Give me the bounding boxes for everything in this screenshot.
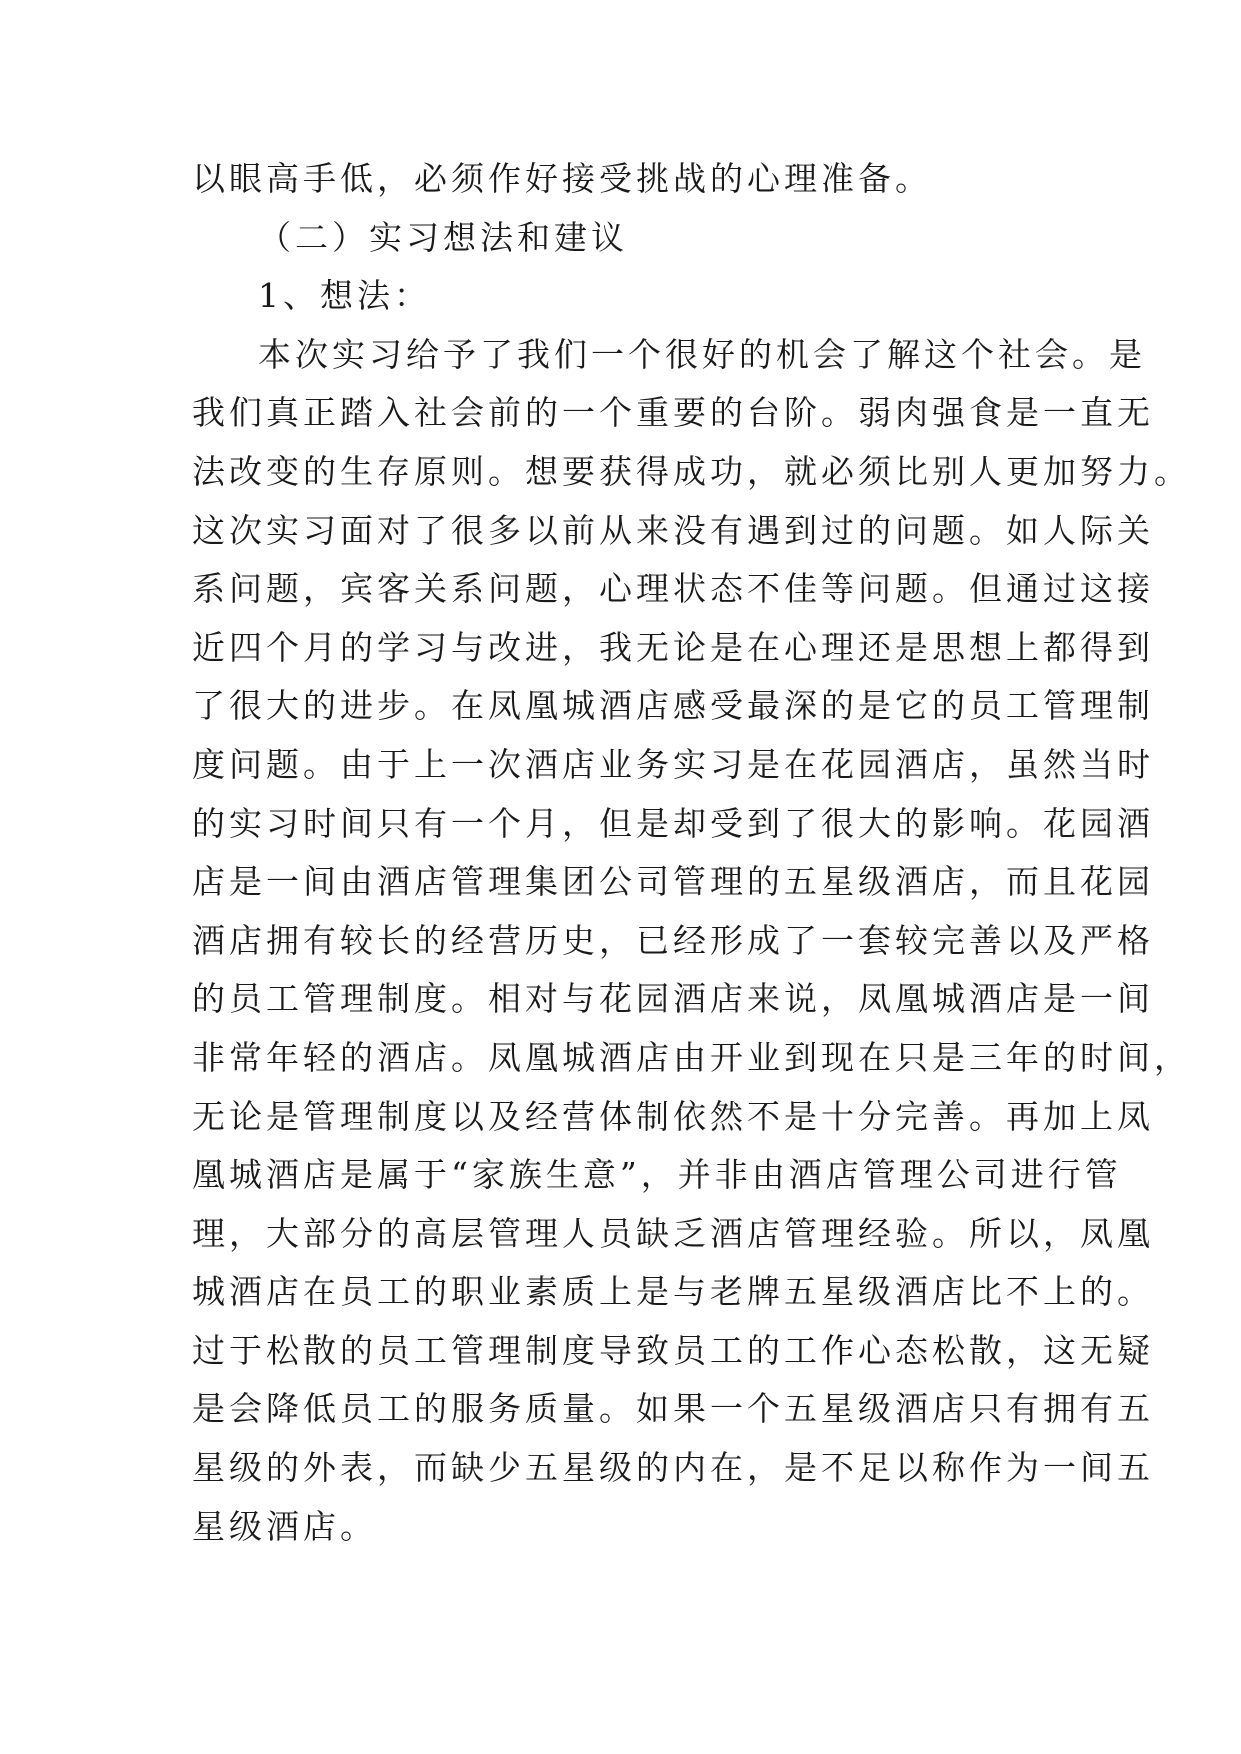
text-line: 酒店拥有较长的经营历史，已经形成了一套较完善以及严格 [192,920,1154,960]
text-line: 非常年轻的酒店。凤凰城酒店由开业到现在只是三年的时间， [192,1037,1191,1077]
text-line: 近四个月的学习与改进，我无论是在心理还是思想上都得到 [192,627,1154,667]
text-line: 度问题。由于上一次酒店业务实习是在花园酒店，虽然当时 [192,744,1154,784]
text-line: 法改变的生存原则。想要获得成功，就必须比别人更加努力。 [192,451,1191,491]
text-line: 是会降低员工的服务质量。如果一个五星级酒店只有拥有五 [192,1389,1154,1429]
text-line: 的实习时间只有一个月，但是却受到了很大的影响。花园酒 [192,803,1154,843]
text-line: 星级酒店。 [192,1506,377,1546]
text-line: 本次实习给予了我们一个很好的机会了解这个社会。是 [258,334,1146,374]
text-line: 星级的外表，而缺少五星级的内在，是不足以称作为一间五 [192,1448,1154,1488]
text-line: 理，大部分的高层管理人员缺乏酒店管理经验。所以，凤凰 [192,1213,1154,1253]
text-line: 这次实习面对了很多以前从来没有遇到过的问题。如人际关 [192,510,1154,550]
text-line: 系问题，宾客关系问题，心理状态不佳等问题。但通过这接 [192,569,1154,609]
text-line: 无论是管理制度以及经营体制依然不是十分完善。再加上凤 [192,1096,1154,1136]
text-line: 我们真正踏入社会前的一个重要的台阶。弱肉强食是一直无 [192,393,1154,433]
text-line: 凰城酒店是属于“家族生意”，并非由酒店管理公司进行管 [192,1155,1122,1195]
text-line: 店是一间由酒店管理集团公司管理的五星级酒店，而且花园 [192,862,1154,902]
text-line: 城酒店在员工的职业素质上是与老牌五星级酒店比不上的。 [192,1272,1154,1312]
text-line: 了很大的进步。在凤凰城酒店感受最深的是它的员工管理制 [192,686,1154,726]
subsection-heading: 1、想法： [258,276,431,316]
section-heading: （二）实习想法和建议 [258,217,628,257]
body-text [192,150,1191,1556]
text-line: 过于松散的员工管理制度导致员工的工作心态松散，这无疑 [192,1330,1154,1370]
text-line: 的员工管理制度。相对与花园酒店来说，凤凰城酒店是一间 [192,979,1154,1019]
text-line: 以眼高手低，必须作好接受挑战的心理准备。 [192,159,932,198]
